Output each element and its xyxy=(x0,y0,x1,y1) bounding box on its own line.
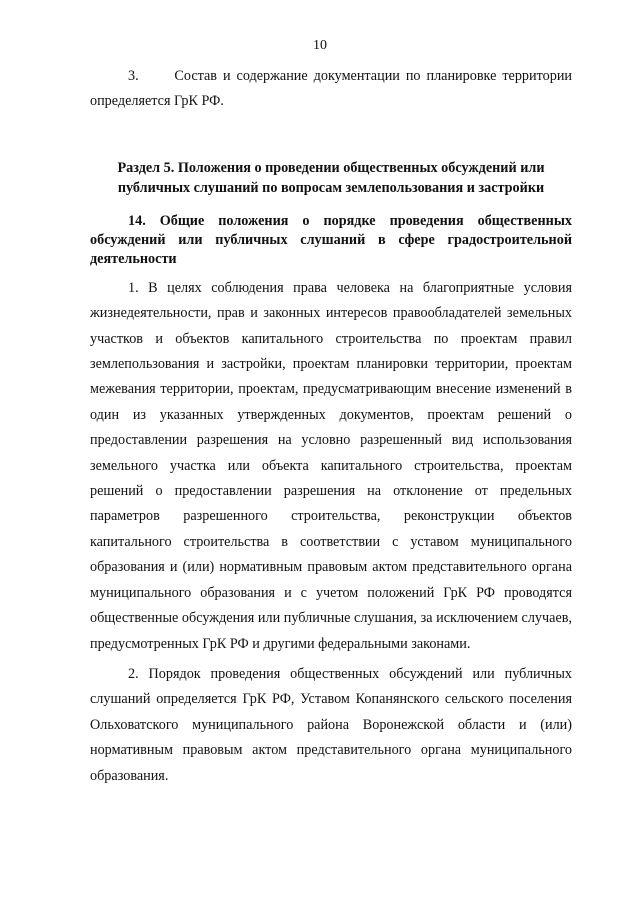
article-14-item-2: 2. Порядок проведения общественных обсуждений или публичных слушаний определяется ГрК РФ, Уставом Копанянского сельского поселения Ольховатского муниципального района Воронежской области и (или) нормативным правовым актом представительного органа муниципального образования. xyxy=(90,665,572,784)
document-content xyxy=(90,64,572,789)
paragraph-3: 3. Состав и содержание документации по планировке территории определяется ГрК РФ. xyxy=(90,68,572,110)
article-14-heading: 14. Общие положения о порядке проведения общественных обсуждений или публичных слушаний в сфере градостроительной деятельности xyxy=(90,212,572,267)
section-5-heading: Раздел 5. Положения о проведении общественных обсуждений или публичных слушаний по вопросам землепользования и застройки xyxy=(117,159,545,196)
page-number: 10 xyxy=(313,38,327,53)
article-14-item-1: 1. В целях соблюдения права человека на благоприятные условия жизнедеятельности, прав и законных интересов правообладателей земельных участков и объектов капитального строительства по проектам правил землепользования и застройки, проектам планировки территории, проектам межевания территории, проектам, предусматривающим внесение изменений в один из указанных утвержденных документов, проектам решений о предоставлении разрешения на условно разрешенный вид использования земельного участка или объекта капитального строительства, проектам решений о предоставлении разрешения на отклонение от предельных параметров разрешенного строительства, реконструкции объектов капитального строительства в соответствии с уставом муниципального образования и (или) нормативным правовым актом представительного органа муниципального образования и с учетом положений ГрК РФ проводятся общественные обсуждения или публичные слушания, за исключением случаев, предусмотренных ГрК РФ и другими федеральными законами. xyxy=(90,279,572,652)
article-14-body xyxy=(90,276,572,789)
